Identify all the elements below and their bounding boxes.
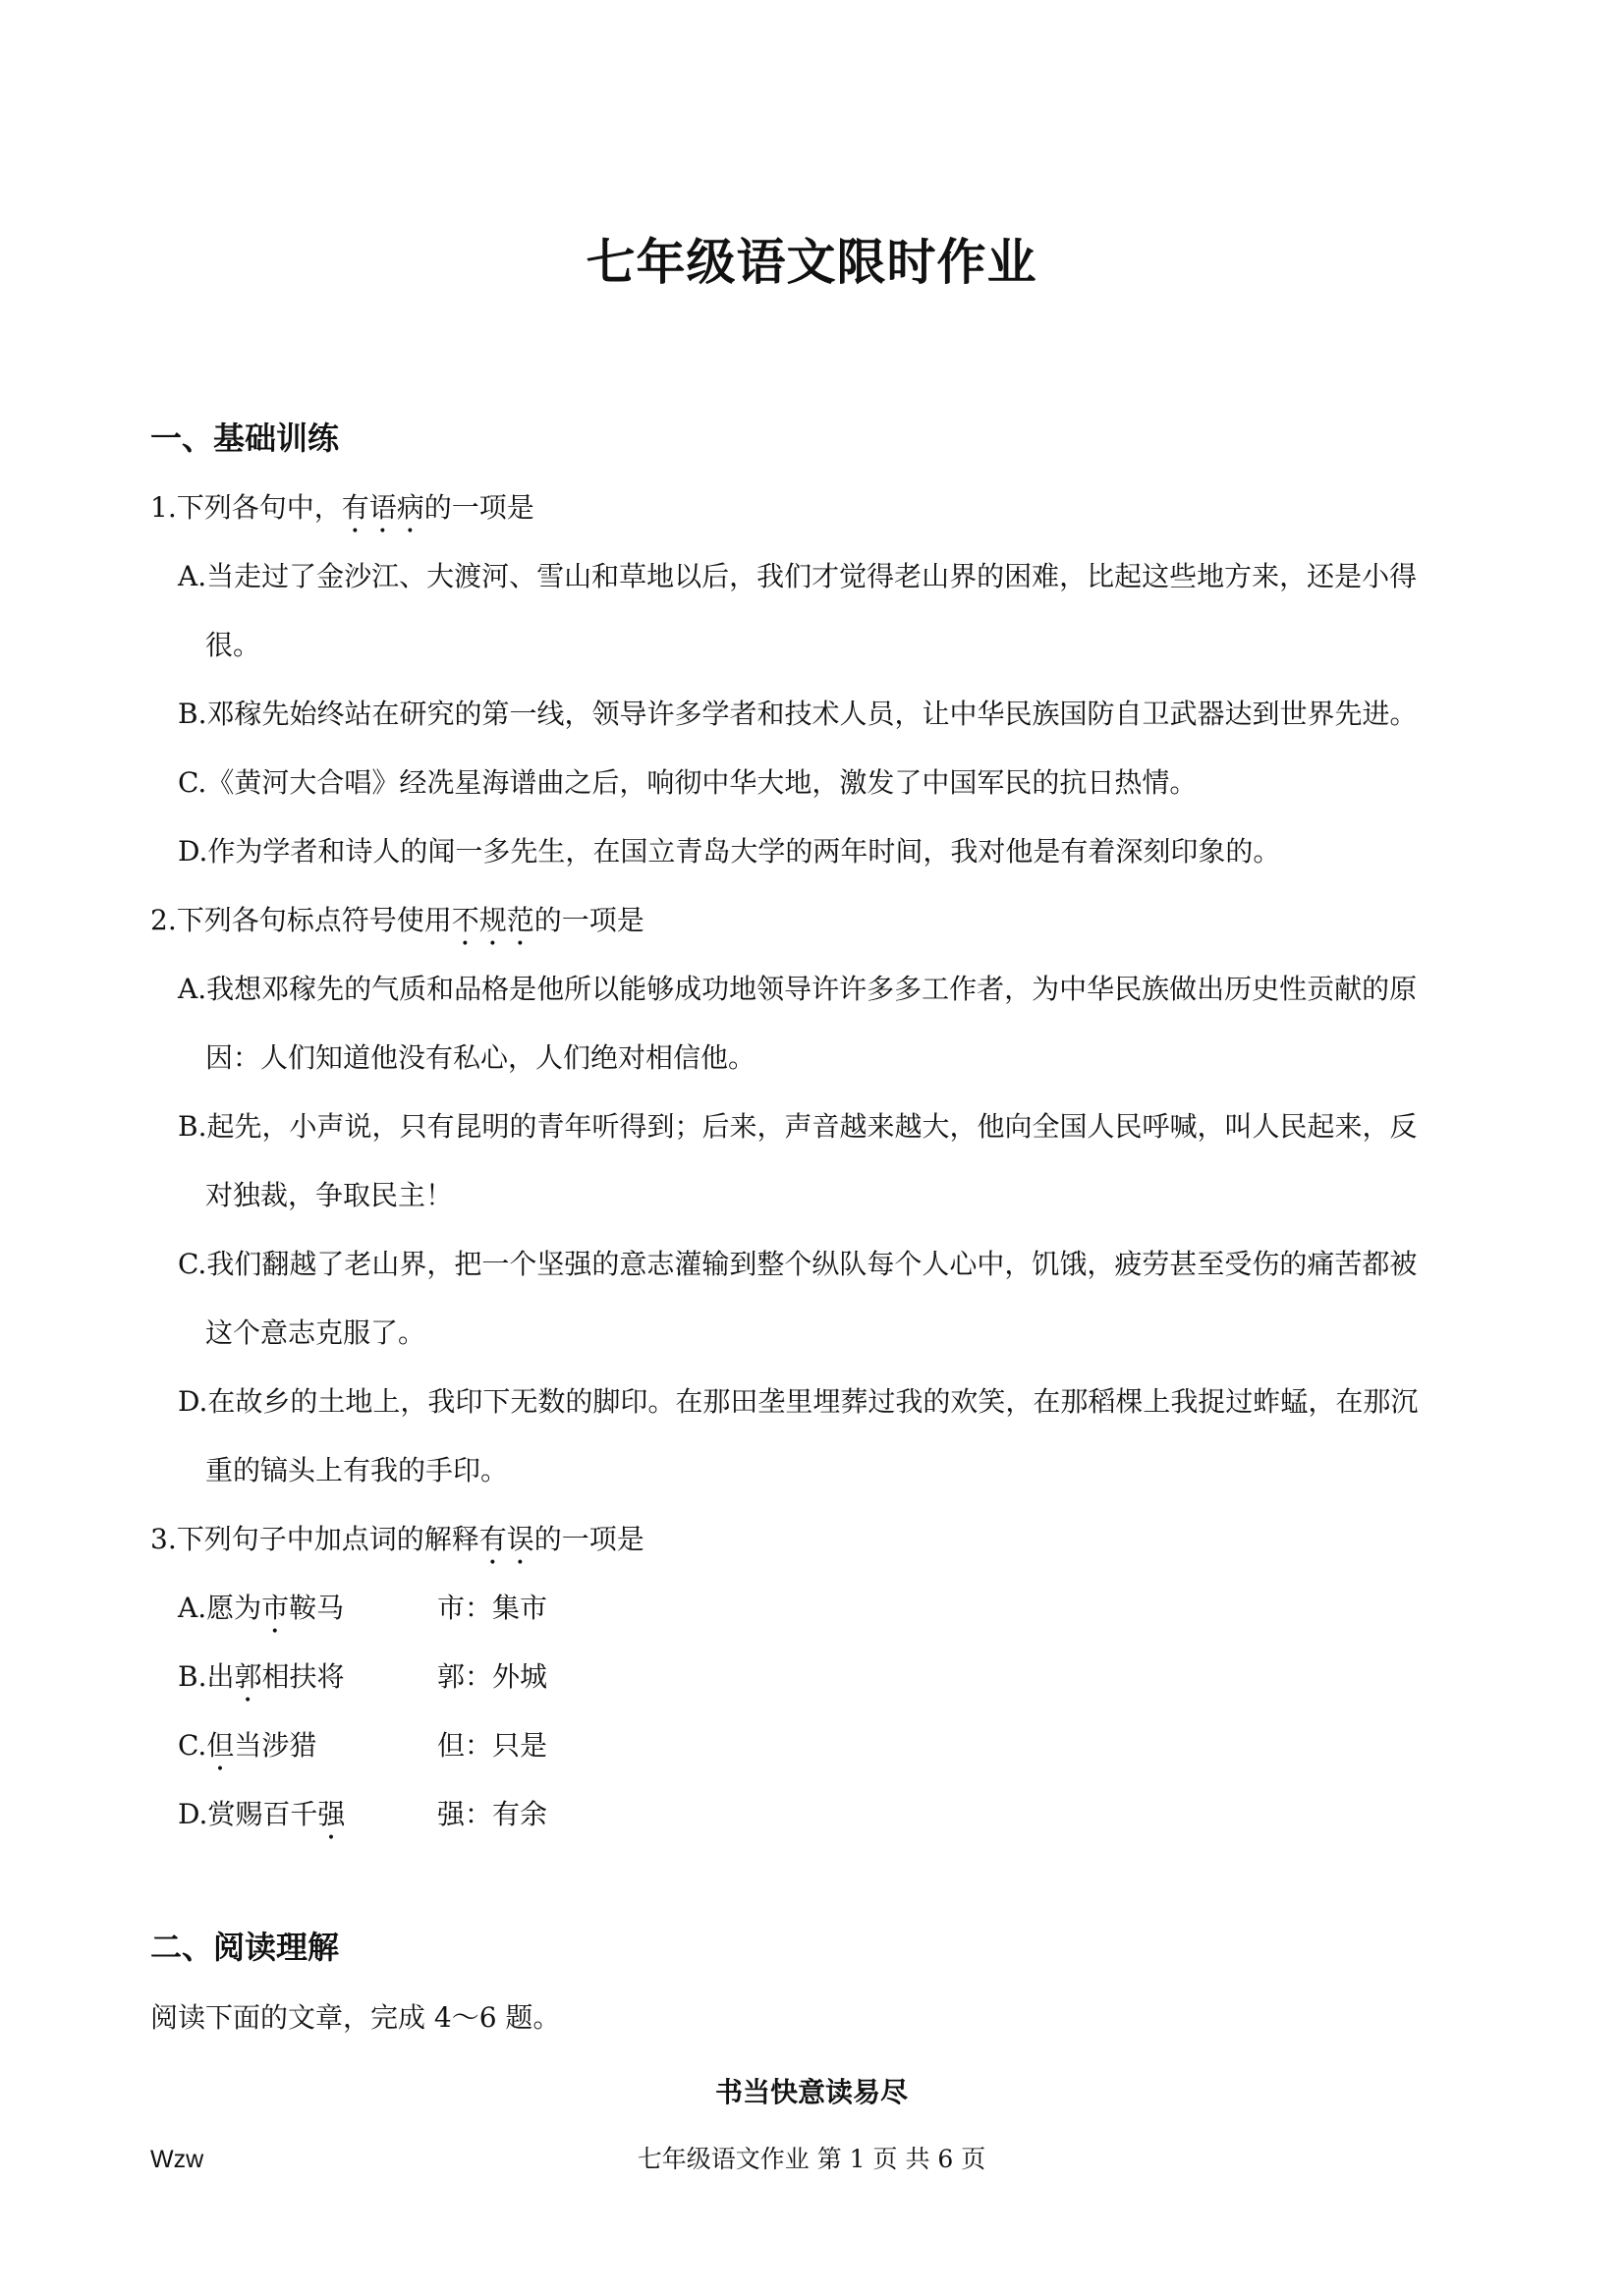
q3-option-c-gloss: 但：只是	[437, 1729, 548, 1762]
q2-option-b-cont: 对独裁，争取民主！	[205, 1179, 454, 1211]
q1-option-c: C.《黄河大合唱》经冼星海谱曲之后，响彻中华大地，激发了中国军民的抗日热情。	[178, 766, 1198, 799]
footer-page-number: 七年级语文作业 第 1 页 共 6 页	[637, 2145, 986, 2173]
q2-option-a-cont: 因：人们知道他没有私心，人们绝对相信他。	[205, 1041, 756, 1074]
q2-option-b: B.起先，小声说，只有昆明的青年听得到；后来，声音越来越大，他向全国人民呼喊，叫人民起来，反	[178, 1110, 1418, 1143]
q1-option-a: A.当走过了金沙江、大渡河、雪山和草地以后，我们才觉得老山界的困难，比起这些地方来，还是小得	[178, 560, 1418, 592]
reading-intro: 阅读下面的文章，完成 4～6 题。	[150, 2001, 561, 2034]
q3-option-d-gloss: 强：有余	[437, 1798, 548, 1830]
question-3-stem: 3.下列句子中加点词的解释有误的一项是	[150, 1523, 644, 1555]
page-title: 七年级语文限时作业	[586, 233, 1037, 291]
q3-option-a-gloss: 市：集市	[437, 1592, 548, 1624]
emphasis-text: 不规范	[451, 904, 534, 936]
q2-option-c-cont: 这个意志克服了。	[205, 1316, 426, 1349]
question-1-stem: 1.下列各句中，有语病的一项是	[150, 491, 534, 524]
q2-option-d: D.在故乡的土地上，我印下无数的脚印。在那田垄里埋葬过我的欢笑，在那稻棵上我捉过蚱蜢，在那沉	[178, 1385, 1419, 1418]
section-heading-reading: 二、阅读理解	[150, 1929, 340, 1966]
q2-option-c: C.我们翻越了老山界，把一个坚强的意志灌输到整个纵队每个人心中，饥饿，疲劳甚至受伤的痛苦都被	[178, 1248, 1418, 1280]
q3-option-a: A.愿为市鞍马	[178, 1592, 345, 1624]
q2-option-a: A.我想邓稼先的气质和品格是他所以能够成功地领导许许多多工作者，为中华民族做出历史性贡献的原	[178, 973, 1418, 1005]
q1-option-b: B.邓稼先始终站在研究的第一线，领导许多学者和技术人员，让中华民族国防自卫武器达到世界先进。	[178, 698, 1418, 730]
emphasis-text: 有语病	[341, 491, 424, 524]
footer-author: Wzw	[150, 2146, 204, 2173]
question-2-stem: 2.下列各句标点符号使用不规范的一项是	[150, 904, 644, 936]
section-heading-basics: 一、基础训练	[150, 420, 340, 457]
q3-option-d: D.赏赐百千强	[178, 1798, 346, 1830]
q1-option-d: D.作为学者和诗人的闻一多先生，在国立青岛大学的两年时间，我对他是有着深刻印象的。	[178, 835, 1281, 868]
emphasis-char: 郭	[234, 1660, 262, 1693]
q2-option-d-cont: 重的镐头上有我的手印。	[205, 1454, 509, 1486]
emphasis-char: 市	[261, 1592, 290, 1624]
emphasis-char: 但	[206, 1729, 235, 1762]
emphasis-char: 强	[317, 1798, 346, 1830]
q1-option-a-cont: 很。	[205, 629, 261, 661]
q3-option-c: C.但当涉猎	[178, 1729, 317, 1762]
q3-option-b: B.出郭相扶将	[178, 1660, 345, 1693]
article-title: 书当快意读易尽	[714, 2076, 908, 2108]
q3-option-b-gloss: 郭：外城	[437, 1660, 548, 1693]
emphasis-text: 有误	[478, 1523, 534, 1555]
